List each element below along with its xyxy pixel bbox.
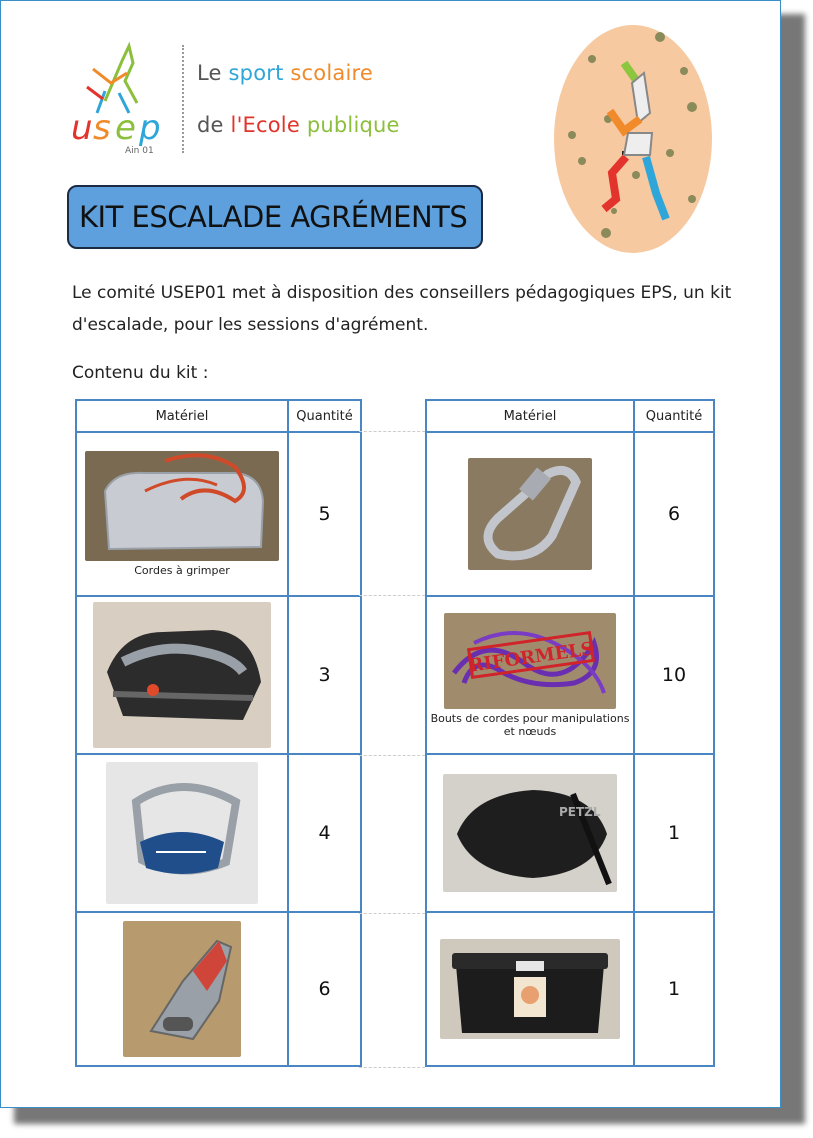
table-row [76, 596, 361, 754]
table-row [76, 754, 361, 912]
item-quantity: 1 [634, 912, 714, 1066]
item-quantity: 10 [634, 596, 714, 754]
separator [359, 431, 425, 432]
brand-text: PETZL [559, 805, 601, 819]
separator [359, 755, 425, 756]
item-quantity: 1 [634, 754, 714, 912]
intro-text: Le comité USEP01 met à disposition des conseillers pédagogiques EPS, un kit d'escalade, pour les sessions d'agrément. [72, 283, 732, 335]
carabiner-photo [468, 458, 592, 570]
child-harness-photo [106, 762, 258, 904]
tagline-line-2: de l'Ecole publique [197, 113, 400, 137]
contents-label: Contenu du kit : [72, 363, 209, 383]
item-caption: Cordes à grimper [134, 564, 230, 577]
storage-box-photo [440, 939, 620, 1039]
climber-illustration [552, 23, 714, 255]
separator [359, 595, 425, 596]
mesh-bag-photo [443, 774, 617, 892]
col-header-quantity: Quantité [634, 400, 714, 432]
svg-text:e: e [115, 108, 136, 148]
belay-device-photo [123, 921, 241, 1057]
table-row [76, 432, 361, 596]
logo-divider [182, 45, 184, 153]
item-quantity: 6 [634, 432, 714, 596]
item-quantity: 5 [288, 432, 361, 596]
page-title: KIT ESCALADE AGRÉMENTS [79, 200, 468, 234]
separator [359, 1067, 425, 1068]
svg-text:Ain 01: Ain 01 [125, 146, 154, 156]
svg-text:s: s [93, 108, 111, 148]
harness-photo [93, 602, 271, 748]
usep-logo [67, 41, 177, 156]
item-caption: Bouts de cordes pour manipulations et nœuds [430, 711, 630, 738]
col-header-material: Matériel [426, 400, 634, 432]
svg-text:p: p [139, 108, 161, 148]
tagline-line-1: Le sport scolaire [197, 61, 373, 85]
col-header-material: Matériel [76, 400, 288, 432]
stamp-text: RIFORMELS [467, 637, 596, 677]
rope-bag-photo [85, 451, 279, 561]
col-header-quantity: Quantité [288, 400, 361, 432]
table-row [76, 912, 361, 1066]
table-row [426, 596, 714, 754]
kit-table-right [425, 399, 715, 1067]
table-row [426, 432, 714, 596]
table-row [426, 912, 714, 1066]
item-quantity: 4 [288, 754, 361, 912]
svg-text:u: u [71, 108, 93, 148]
separator [359, 913, 425, 914]
kit-table-left [75, 399, 362, 1067]
table-row [426, 754, 714, 912]
cord-pieces-photo [444, 613, 616, 709]
title-box [67, 185, 483, 249]
item-quantity: 6 [288, 912, 361, 1066]
item-quantity: 3 [288, 596, 361, 754]
